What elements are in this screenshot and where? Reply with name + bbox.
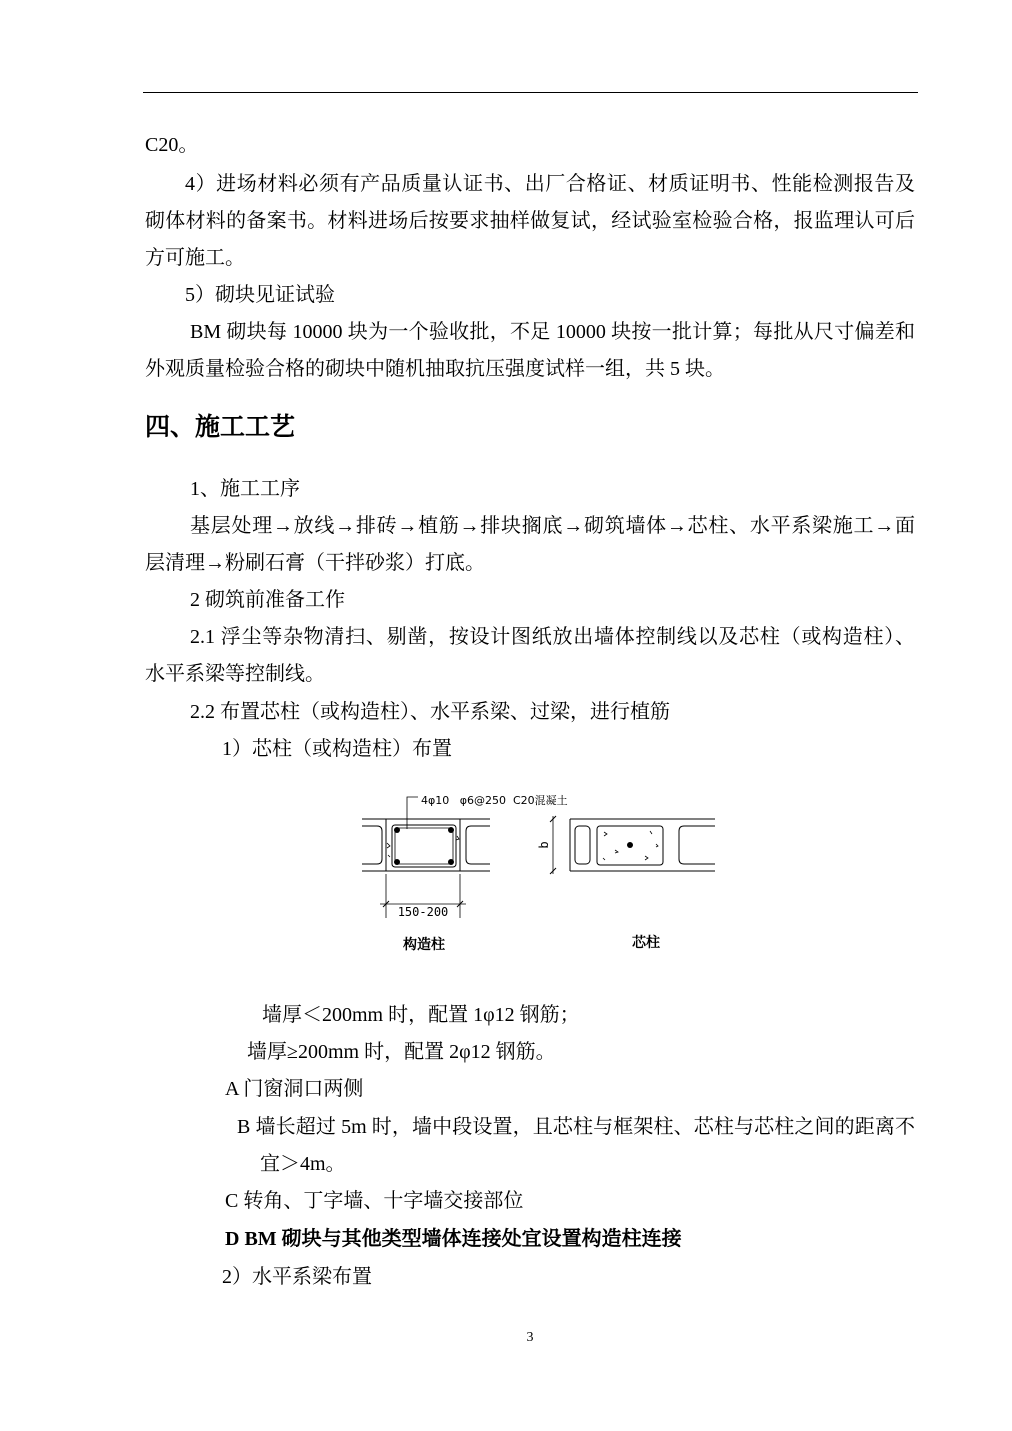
tie-beam-title: 2）水平系梁布置 [222, 1266, 372, 1288]
concrete-hatch-mark [615, 850, 618, 853]
rebar-dot [448, 859, 454, 865]
header-rule [143, 92, 918, 93]
caption-constructional-column: 构造柱 [403, 937, 445, 953]
list-item-5-line-2: 外观质量检验合格的砌块中随机抽取抗压强度试样一组，共 5 块。 [145, 358, 725, 380]
list-item-4-line-2: 砌体材料的备案书。材料进场后按要求抽样做复试，经试验室检验合格，报监理认可后 [145, 210, 915, 232]
concrete-hatch-mark [388, 855, 390, 857]
prep-2-2: 2.2 布置芯柱（或构造柱）、水平系梁、过梁，进行植筋 [190, 701, 670, 723]
concrete-hatch-mark [603, 858, 605, 860]
right-block-cell [466, 826, 490, 864]
caption-core-column: 芯柱 [632, 935, 660, 951]
body-text-line: C20。 [145, 134, 199, 156]
thickness-label: b [537, 841, 551, 849]
rebar-dot [448, 827, 454, 833]
list-item-4-line-1: 4）进场材料必须有产品质量认证书、出厂合格证、材质证明书、性能检测报告及 [185, 173, 915, 195]
rebar-label: 4φ10 φ6@250 C20混凝土 [421, 794, 568, 807]
placement-item-b-line-1: B 墙长超过 5m 时，墙中段设置，且芯柱与框架柱、芯柱与芯柱之间的距离不 [237, 1116, 915, 1138]
process-title: 1、施工工序 [190, 478, 300, 500]
concrete-hatch-mark [387, 843, 390, 848]
list-item-5-title: 5）砌块见证试验 [185, 284, 335, 306]
rebar-dot [394, 859, 400, 865]
concrete-hatch-mark [650, 831, 652, 834]
process-line-2: 层清理→粉刷石膏（干拌砂浆）打底。 [145, 552, 485, 574]
concrete-hatch-mark [656, 844, 658, 847]
placement-item-c: C 转角、丁字墙、十字墙交接部位 [225, 1190, 524, 1212]
rebar-dot [394, 827, 400, 833]
rebar-rule-2: 墙厚≥200mm 时，配置 2φ12 钢筋。 [247, 1041, 556, 1063]
core-column-title: 1）芯柱（或构造柱）布置 [222, 738, 452, 760]
prep-2-1-line-2: 水平系梁等控制线。 [145, 663, 325, 685]
column-layout-figure [340, 780, 740, 970]
stirrup-inner [395, 828, 453, 864]
left-block-cell [362, 826, 382, 864]
prep-title: 2 砌筑前准备工作 [190, 589, 345, 611]
constructional-column-drawing [362, 793, 568, 953]
core-column-drawing [537, 816, 715, 951]
width-dimension-label: 150-200 [397, 905, 449, 919]
stirrup-outer [392, 825, 456, 867]
rebar-rule-1: 墙厚＜200mm 时，配置 1φ12 钢筋； [262, 1004, 580, 1026]
section-heading: 四、施工工艺 [145, 414, 296, 441]
placement-item-b-line-2: 宜＞4m。 [260, 1153, 346, 1175]
list-item-4-line-3: 方可施工。 [145, 247, 245, 269]
left-block-cell [575, 826, 590, 864]
concrete-hatch-mark [645, 856, 648, 860]
placement-item-a: A 门窗洞口两侧 [225, 1078, 364, 1100]
list-item-5-line-1: BM 砌块每 10000 块为一个验收批，不足 10000 块按一批计算；每批从尺寸偏差和 [190, 321, 915, 343]
label-leader-line [407, 797, 418, 829]
page-number: 3 [526, 1330, 534, 1345]
rebar-dot [627, 842, 633, 848]
prep-2-1-line-1: 2.1 浮尘等杂物清扫、剔凿，按设计图纸放出墙体控制线以及芯柱（或构造柱）、 [190, 626, 915, 648]
concrete-hatch-mark [604, 832, 607, 836]
right-block-cell [679, 826, 715, 864]
placement-item-d: D BM 砌块与其他类型墙体连接处宜设置构造柱连接 [225, 1228, 682, 1250]
process-line-1: 基层处理→放线→排砖→植筋→排块搁底→砌筑墙体→芯柱、水平系梁施工→面 [190, 515, 915, 537]
